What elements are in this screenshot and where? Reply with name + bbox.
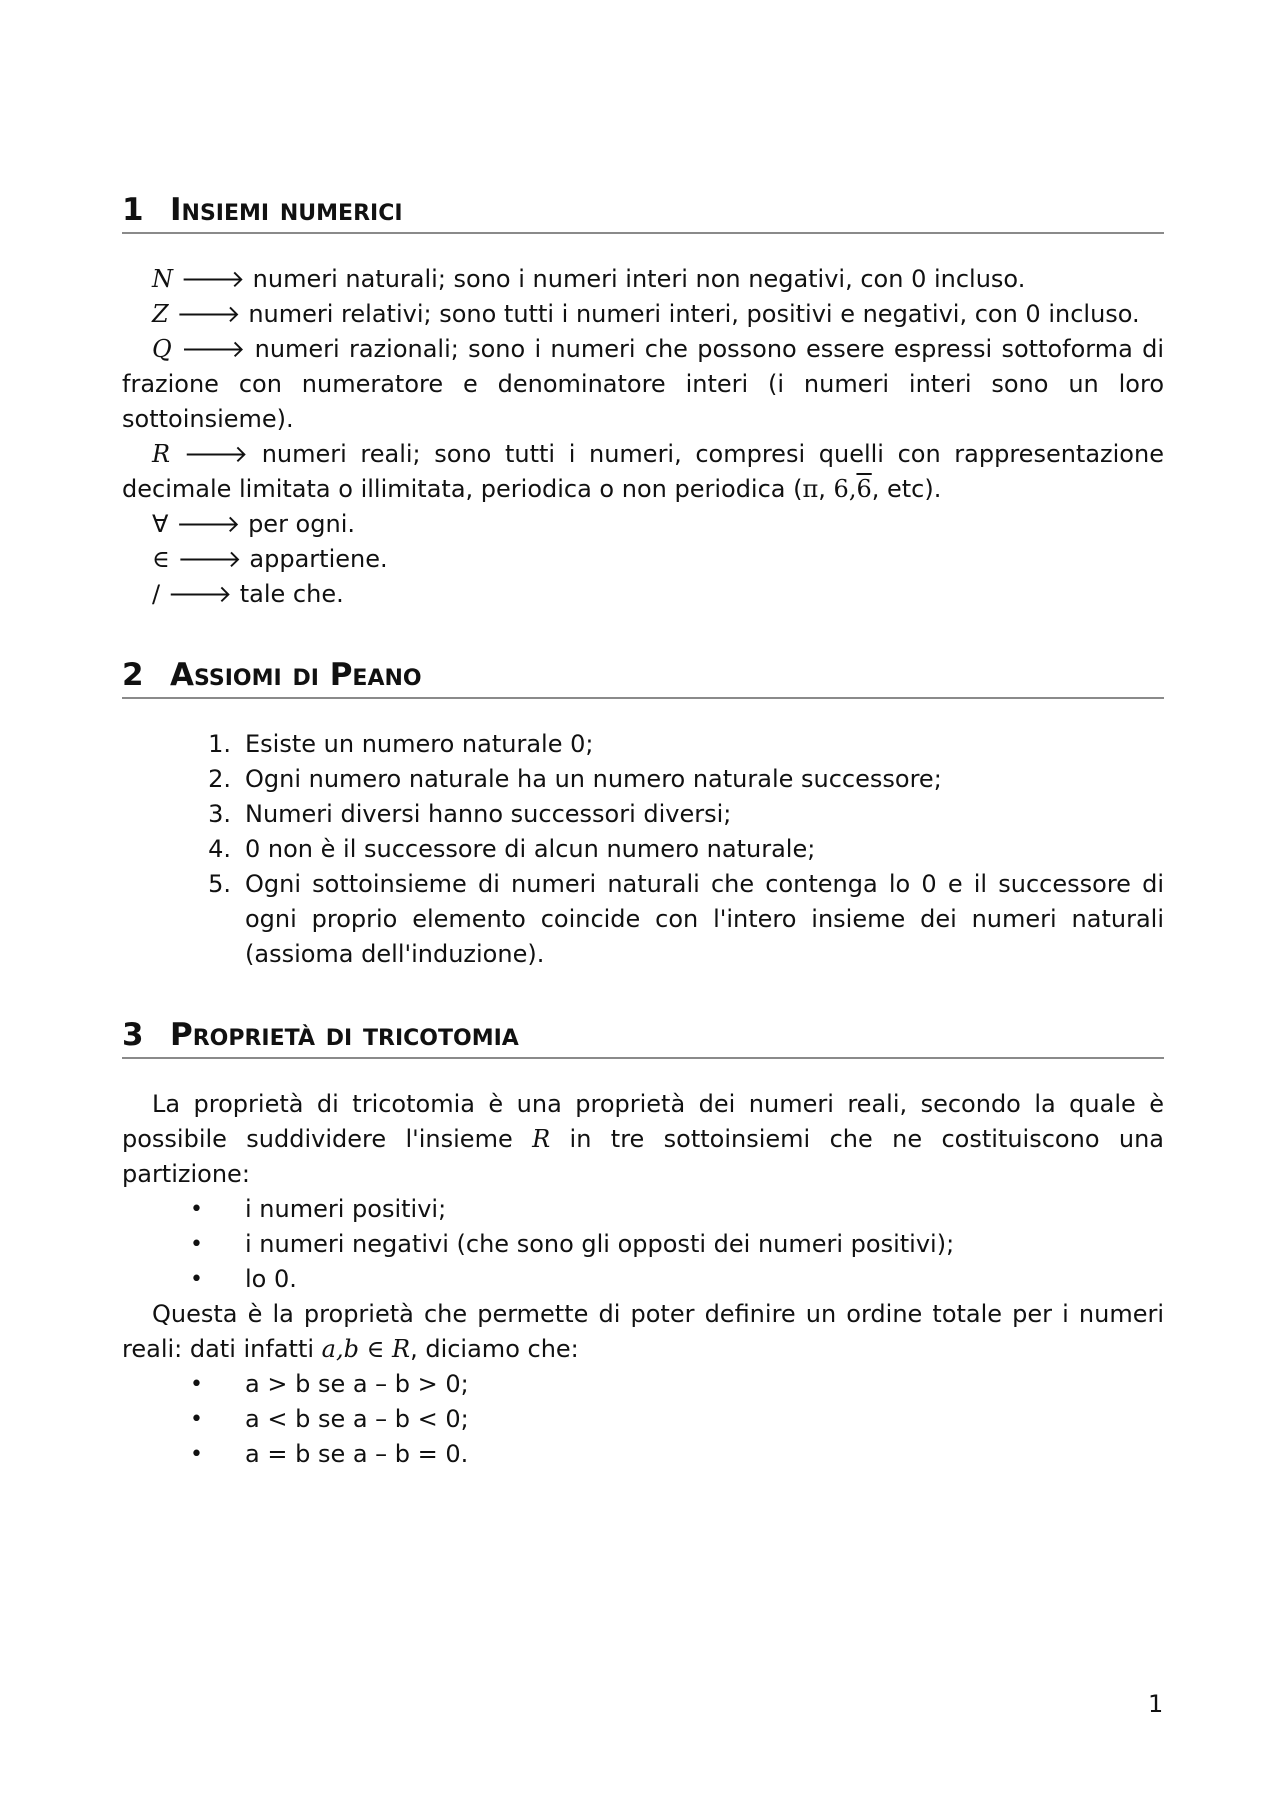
page-number: 1	[1148, 1690, 1164, 1718]
section-number: 2	[122, 657, 144, 693]
list-item: 1. Esiste un numero naturale 0;	[208, 730, 594, 758]
set-definition-q: Q 🡒 numeri razionali; sono i numeri che possono essere espressi sottoforma di frazione con numeratore e denominatore interi (i numeri interi sono un loro sottoinsieme).	[122, 335, 1164, 433]
arrow-icon: 🡒	[177, 545, 242, 573]
section-title: Assiomi di Peano	[170, 657, 422, 693]
section-number: 1	[122, 192, 144, 228]
arrow-icon: 🡒	[167, 580, 233, 608]
list-item: • i numeri negativi (che sono gli opposti dei numeri positivi);	[190, 1227, 1164, 1262]
sets-definitions	[122, 262, 1164, 612]
bullet-icon: •	[190, 1407, 203, 1432]
section-heading-3	[122, 1017, 1164, 1059]
tricotomia-order: Questa è la proprietà che permette di poter definire un ordine totale per i numeri reali: dati infatti a,b ∈ R, diciamo che:	[122, 1300, 1164, 1363]
bullet-icon: •	[190, 1197, 203, 1222]
list-item: 2. Ogni numero naturale ha un numero naturale successore;	[208, 765, 942, 793]
list-item: 4. 0 non è il successore di alcun numero naturale;	[208, 835, 816, 863]
list-item: 3. Numeri diversi hanno successori diversi;	[208, 800, 732, 828]
symbol-definition-in: ∈ 🡒 appartiene.	[152, 545, 388, 573]
symbol-definition-forall: ∀ 🡒 per ogni.	[152, 510, 355, 538]
arrow-icon: 🡒	[183, 440, 249, 468]
section-heading-1	[122, 192, 1164, 234]
list-item: • lo 0.	[190, 1262, 1164, 1297]
arrow-icon: 🡒	[180, 335, 246, 363]
arrow-icon: 🡒	[176, 510, 241, 538]
set-definition-r: R 🡒 numeri reali; sono tutti i numeri, compresi quelli con rappresentazione decimale limitata o illimitata, periodica o non periodica (π, 6,6, etc).	[122, 440, 1164, 503]
list-item: • a > b se a – b > 0;	[190, 1367, 1164, 1402]
list-item: 5. Ogni sottoinsieme di numeri naturali che contenga lo 0 e il successore di ogni proprio elemento coincide con l'intero insieme dei numeri naturali (assioma dell'induzione).	[208, 870, 1164, 968]
bullet-icon: •	[190, 1372, 203, 1397]
arrow-icon: 🡒	[180, 265, 245, 293]
bullet-icon: •	[190, 1232, 203, 1257]
partition-list	[122, 1192, 1164, 1297]
set-definition-z: Z 🡒 numeri relativi; sono tutti i numeri interi, positivi e negativi, con 0 incluso.	[152, 300, 1140, 328]
section-title: Proprietà di tricotomia	[170, 1017, 519, 1053]
list-item: • i numeri positivi;	[190, 1192, 1164, 1227]
symbol-definition-such-that: / 🡒 tale che.	[152, 580, 344, 608]
tricotomia-body	[122, 1087, 1164, 1472]
list-item: • a = b se a – b = 0.	[190, 1437, 1164, 1472]
arrow-icon: 🡒	[176, 300, 241, 328]
document-page	[122, 0, 1164, 1472]
relations-list	[122, 1367, 1164, 1472]
list-item: • a < b se a – b < 0;	[190, 1402, 1164, 1437]
bullet-icon: •	[190, 1267, 203, 1292]
section-heading-2	[122, 657, 1164, 699]
section-number: 3	[122, 1017, 144, 1053]
tricotomia-intro: La proprietà di tricotomia è una proprietà dei numeri reali, secondo la quale è possibile suddividere l'insieme R in tre sottoinsiemi che ne costituiscono una partizione:	[122, 1090, 1165, 1188]
bullet-icon: •	[190, 1442, 203, 1467]
set-definition-n: N 🡒 numeri naturali; sono i numeri interi non negativi, con 0 incluso.	[152, 265, 1026, 293]
axioms-list	[122, 727, 1164, 972]
section-title: Insiemi numerici	[170, 192, 403, 228]
